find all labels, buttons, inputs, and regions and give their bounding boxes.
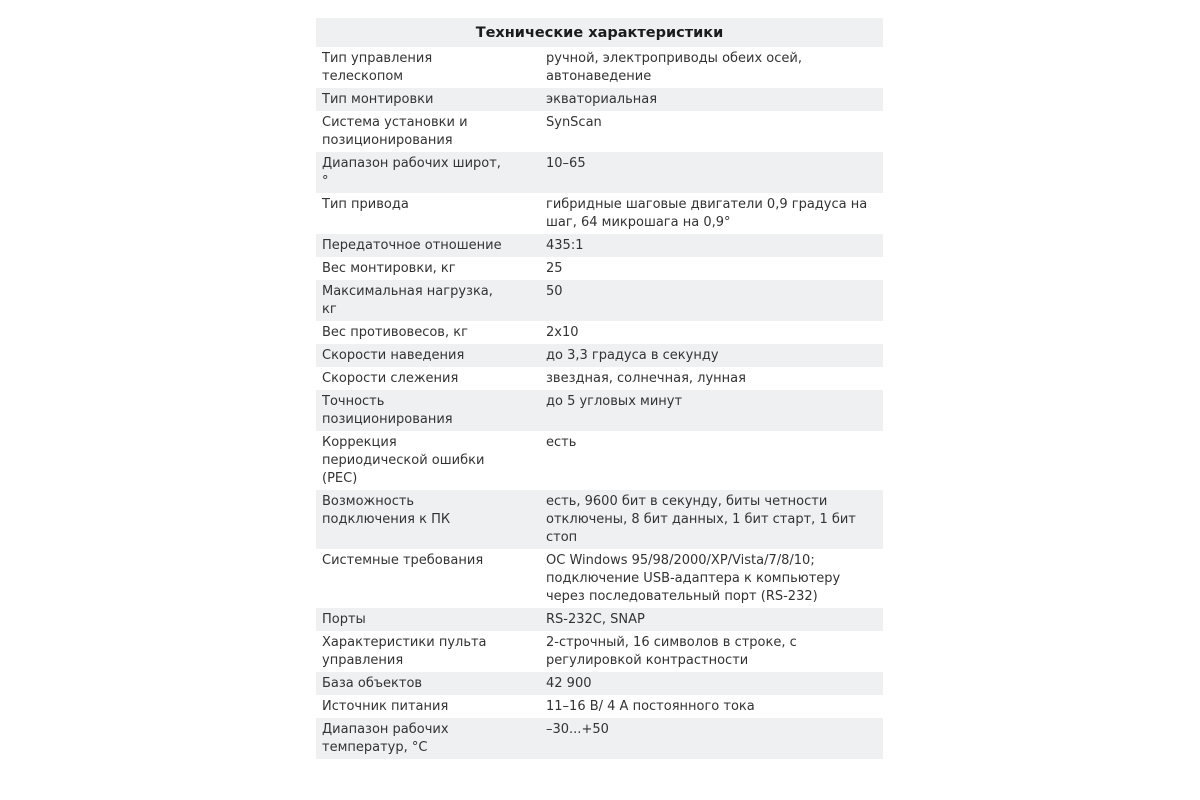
table-row	[316, 47, 883, 88]
table-row	[316, 111, 883, 152]
spec-value: 2-строчный, 16 символов в строке, с регулировкой контрастности	[546, 635, 797, 668]
spec-label: Диапазон рабочих температур, °С	[322, 722, 449, 755]
spec-value: RS-232C, SNAP	[546, 612, 645, 627]
table-row	[316, 257, 883, 280]
table-row	[316, 490, 883, 549]
table-row	[316, 193, 883, 234]
table-row	[316, 280, 883, 321]
spec-value: ручной, электроприводы обеих осей, автонаведение	[546, 51, 802, 84]
spec-label: Скорости наведения	[322, 348, 465, 363]
spec-value: 11–16 В/ 4 А постоянного тока	[546, 699, 755, 714]
table-row	[316, 344, 883, 367]
table-row	[316, 88, 883, 111]
spec-label: Система установки и позиционирования	[322, 115, 468, 148]
spec-label: База объектов	[322, 676, 423, 691]
spec-value: экваториальная	[546, 92, 658, 107]
spec-label: Характеристики пульта управления	[322, 635, 487, 668]
spec-label: Вес противовесов, кг	[322, 325, 468, 340]
spec-value: гибридные шаговые двигатели 0,9 градуса на шаг, 64 микрошага на 0,9°	[546, 197, 868, 230]
table-row	[316, 321, 883, 344]
spec-label: Передаточное отношение	[322, 238, 502, 253]
spec-value: есть	[546, 435, 577, 450]
spec-label: Источник питания	[322, 699, 449, 714]
spec-value: звездная, солнечная, лунная	[546, 371, 746, 386]
spec-table-title: Технические характеристики	[316, 18, 883, 47]
spec-value: 25	[546, 261, 563, 276]
spec-value: ОС Windows 95/98/2000/XP/Vista/7/8/10; подключение USB-адаптера к компьютеру через последовательный порт (RS-232)	[546, 553, 841, 604]
spec-label: Точность позиционирования	[322, 394, 453, 427]
spec-table	[316, 18, 883, 759]
spec-label: Скорости слежения	[322, 371, 459, 386]
table-row	[316, 390, 883, 431]
spec-label: Вес монтировки, кг	[322, 261, 456, 276]
spec-label: Тип монтировки	[322, 92, 434, 107]
table-row	[316, 631, 883, 672]
spec-value: 435:1	[546, 238, 584, 253]
spec-value: 50	[546, 284, 563, 299]
spec-value: –30...+50	[546, 722, 609, 737]
spec-value: 2x10	[546, 325, 579, 340]
spec-label: Тип привода	[322, 197, 409, 212]
table-row	[316, 695, 883, 718]
table-row	[316, 234, 883, 257]
spec-table-rows	[316, 47, 883, 759]
table-row	[316, 608, 883, 631]
spec-value: есть, 9600 бит в секунду, биты четности отключены, 8 бит данных, 1 бит старт, 1 бит стоп	[546, 494, 856, 545]
spec-value: до 5 угловых минут	[546, 394, 683, 409]
spec-value: 42 900	[546, 676, 592, 691]
spec-label: Коррекция периодической ошибки (PEC)	[322, 435, 485, 486]
spec-label: Системные требования	[322, 553, 484, 568]
table-row	[316, 431, 883, 490]
spec-value: 10–65	[546, 156, 586, 171]
table-row	[316, 549, 883, 608]
spec-label: Тип управления телескопом	[322, 51, 433, 84]
table-row	[316, 672, 883, 695]
spec-label: Возможность подключения к ПК	[322, 494, 451, 527]
spec-value: до 3,3 градуса в секунду	[546, 348, 719, 363]
table-row	[316, 718, 883, 759]
spec-label: Максимальная нагрузка, кг	[322, 284, 493, 317]
table-row	[316, 152, 883, 193]
table-row	[316, 367, 883, 390]
spec-label: Порты	[322, 612, 366, 627]
spec-label: Диапазон рабочих широт, °	[322, 156, 501, 189]
spec-value: SynScan	[546, 115, 602, 130]
